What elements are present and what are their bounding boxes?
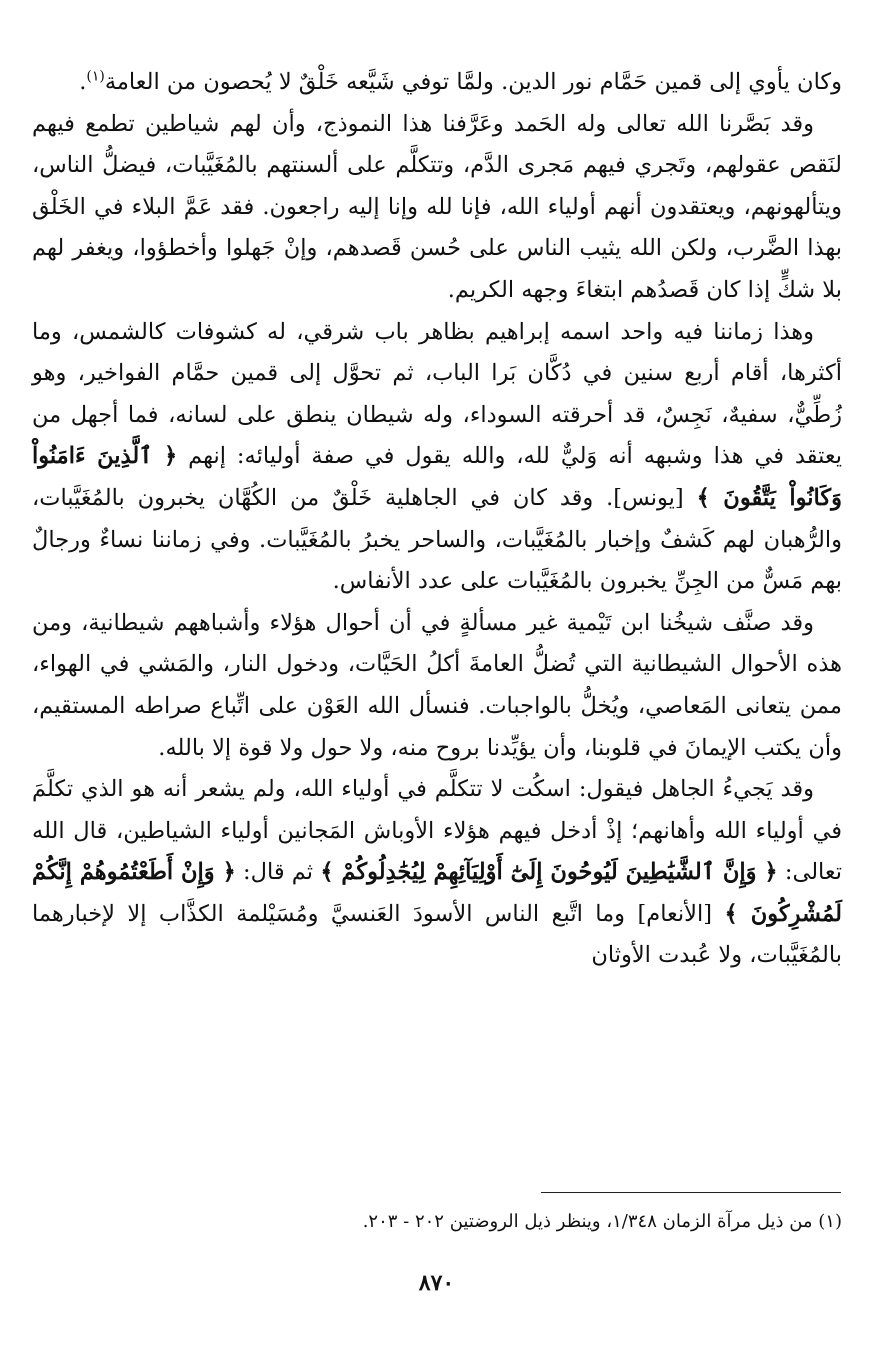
paragraph-3-text-before: وهذا زماننا فيه واحد اسمه إبراهيم بظاهر باب شرقي، له كشوفات كالشمس، وما أكثرها، أقام أربع سنين في دُكَّان بَرا الباب، ثم تحوَّل إلى قمين حمَّام الفواخير، وهو زُطِّيٌّ، سفيهٌ، نَجِسٌ، قد أحرقته السوداء، وله شيطان ينطق على لسانه، فما أجهل من يعتقد في هذا وشبهه أنه وَليٌّ لله، والله يقول في صفة أوليائه: إنهم bbox=[32, 318, 842, 470]
paragraph-3-text-after: [يونس]. وقد كان في الجاهلية خَلْقٌ من الكُهَّان يخبرون بالمُغَيَّبات، والرُّهبان لهم كَشفٌ وإخبار بالمُغَيَّبات، والساحر يخبرُ بالمُغَيَّبات. وفي زماننا نساءٌ ورجالٌ بهم مَسٌّ من الجِنِّ يخبرون بالمُغَيَّبات على عدد الأنفاس. bbox=[32, 484, 842, 595]
paragraph-5 bbox=[32, 769, 842, 977]
paragraph-1-tail: . bbox=[79, 69, 87, 95]
footnote-divider bbox=[541, 1192, 841, 1193]
paragraph-5-text-before: وقد يَجيءُ الجاهل فيقول: اسكُت لا تتكلَّم في أولياء الله، ولم يشعر أنه هو الذي تكلَّمَ في أولياء الله وأهانهم؛ إذْ أدخل فيهم هؤلاء الأوباش المَجانين أولياء الشياطين، قال الله تعالى: bbox=[32, 776, 843, 886]
paragraph-5-text-after: [الأنعام] وما اتَّبع الناس الأسودَ العَنسيَّ ومُسَيْلمة الكذَّاب إلا لإخبارهما بالمُغَيَّبات، ولا عُبدت الأوثان bbox=[32, 900, 842, 969]
footnote: (١) من ذيل مرآة الزمان ١/٣٤٨، وينظر ذيل الروضتين ٢٠٢ - ٢٠٣. bbox=[362, 1211, 842, 1232]
page-body bbox=[32, 62, 842, 977]
footnote-ref[interactable]: (١) bbox=[86, 68, 105, 85]
page-number: ٨٧٠ bbox=[418, 1270, 455, 1296]
paragraph-1 bbox=[32, 62, 842, 104]
paragraph-1-text: وكان يأوي إلى قمين حَمَّام نور الدين. ولمَّا توفي شَيَّعه خَلْقٌ لا يُحصون من العامة bbox=[104, 69, 842, 95]
paragraph-2: وقد بَصَّرنا الله تعالى وله الحَمد وعَرَّفنا هذا النموذج، وأن لهم شياطين تطمع فيهم لنَقص عقولهم، وتَجري فيهم مَجرى الدَّم، وتتكلَّم على ألسنتهم بالمُغَيَّبات، فيضلُّ الناس، ويتألهونهم، ويعتقدون أنهم أولياء الله، فإنا لله وإنا إليه راجعون. فقد عَمَّ البلاء في الخَلْق بهذا الضَّرب، ولكن الله يثيب الناس على حُسن قَصدهم، وإنْ جَهلوا وأخطؤوا، ويغفر لهم بلا شكٍّ إذا كان قَصدُهم ابتغاءَ وجهه الكريم. bbox=[32, 110, 842, 303]
paragraph-3 bbox=[32, 312, 842, 603]
quran-verse: ﴿ وَإِنْ أَطَعْتُمُوهُمْ إِنَّكُمْ لَمُشْرِكُونَ ﴾ bbox=[32, 859, 842, 927]
quran-verse: ﴿ وَإِنَّ ٱلشَّيَٰطِينَ لَيُوحُونَ إِلَىٰٓ أَوْلِيَآئِهِمْ لِيُجَٰدِلُوكُمْ ﴾ bbox=[320, 859, 778, 886]
paragraph-5-text-mid: ثم قال: bbox=[243, 859, 314, 886]
quran-verse: ﴿ ٱلَّذِينَ ءَامَنُواْ وَكَانُواْ يَتَّقُونَ ﴾ bbox=[32, 443, 842, 511]
paragraph-4: وقد صنَّف شيخُنا ابن تَيْمية غير مسألةٍ في أن أحوال هؤلاء وأشباههم شيطانية، ومن هذه الأحوال الشيطانية التي تُضلُّ العامةَ أكلُ الحَيَّات، ودخول النار، والمَشي في الهواء، ممن يتعانى المَعاصي، ويُخلُّ بالواجبات. فنسأل الله العَوْن على اتِّباع صراطه المستقيم، وأن يكتب الإيمانَ في قلوبنا، وأن يؤيِّدنا بروح منه، ولا حول ولا قوة إلا بالله. bbox=[32, 609, 842, 761]
